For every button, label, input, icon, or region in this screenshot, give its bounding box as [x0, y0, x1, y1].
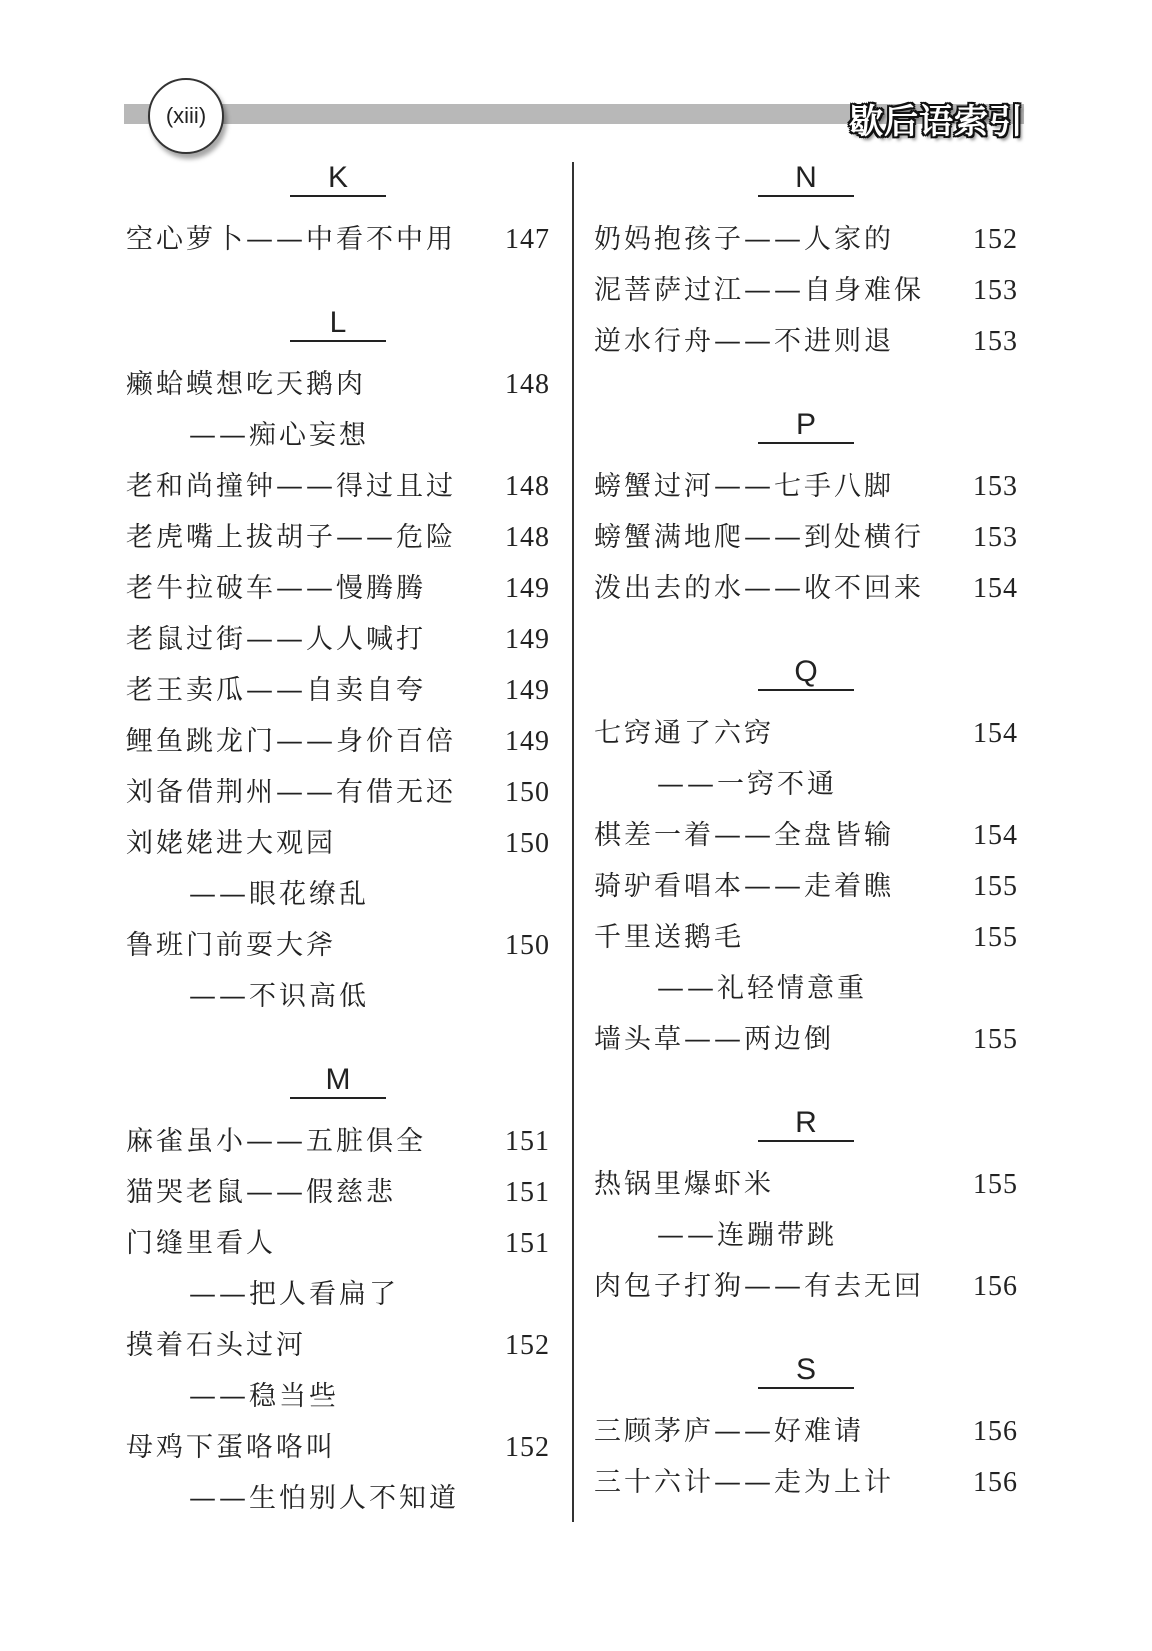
index-entry	[594, 912, 1018, 963]
entry-text: 母鸡下蛋咯咯叫	[126, 1432, 336, 1463]
entry-text: ——眼花缭乱	[189, 879, 369, 910]
entry-continuation	[594, 1210, 1018, 1261]
entry-continuation	[126, 1269, 550, 1320]
heading-underline	[758, 1140, 854, 1142]
index-entry	[594, 265, 1018, 316]
index-entry	[126, 767, 550, 818]
heading-letter: P	[795, 408, 816, 441]
entry-page-number: 152	[973, 224, 1018, 255]
entry-text: 老牛拉破车——慢腾腾	[126, 573, 426, 604]
entry-page-number: 148	[505, 522, 550, 553]
entry-page-number: 153	[973, 326, 1018, 357]
entry-page-number: 155	[973, 922, 1018, 953]
entry-page-number: 151	[505, 1228, 550, 1259]
index-entry	[126, 818, 550, 869]
index-entry	[126, 214, 550, 265]
heading-letter: S	[795, 1353, 816, 1386]
entry-page-number: 152	[505, 1330, 550, 1361]
entry-text: 鲁班门前耍大斧	[126, 930, 336, 961]
entry-text: 鲤鱼跳龙门——身价百倍	[126, 726, 456, 757]
entry-page-number: 149	[505, 726, 550, 757]
entry-page-number: 150	[505, 930, 550, 961]
index-entry	[594, 708, 1018, 759]
heading-letter: K	[327, 161, 348, 194]
entry-page-number: 151	[505, 1126, 550, 1157]
entry-text: 麻雀虽小——五脏俱全	[126, 1126, 426, 1157]
entry-page-number: 155	[973, 1024, 1018, 1055]
entry-page-number: 156	[973, 1271, 1018, 1302]
heading-letter: R	[795, 1106, 817, 1139]
index-entry	[594, 861, 1018, 912]
entry-page-number: 150	[505, 777, 550, 808]
section-title: 歇后语索引	[849, 102, 1024, 142]
entry-text: 骑驴看唱本——走着瞧	[594, 871, 894, 902]
entry-page-number: 156	[973, 1467, 1018, 1498]
index-entry	[126, 461, 550, 512]
letter-heading	[126, 265, 550, 359]
entry-text: ——不识高低	[189, 981, 369, 1012]
entry-text: 千里送鹅毛	[594, 922, 744, 953]
heading-underline	[758, 442, 854, 444]
entry-continuation	[594, 759, 1018, 810]
index-entry	[594, 214, 1018, 265]
entry-page-number: 155	[973, 871, 1018, 902]
entry-continuation	[126, 1473, 550, 1524]
entry-text: 泼出去的水——收不回来	[594, 573, 924, 604]
heading-letter: N	[795, 161, 817, 194]
heading-underline	[758, 689, 854, 691]
heading-letter: Q	[794, 655, 818, 688]
entry-page-number: 148	[505, 369, 550, 400]
entry-page-number: 149	[505, 624, 550, 655]
heading-underline	[758, 195, 854, 197]
entry-text: 热锅里爆虾米	[594, 1169, 774, 1200]
entry-text: 肉包子打狗——有去无回	[594, 1271, 924, 1302]
entry-page-number: 147	[505, 224, 550, 255]
letter-heading	[594, 120, 1018, 214]
heading-letter: M	[325, 1063, 351, 1096]
entry-continuation	[594, 963, 1018, 1014]
entry-page-number: 154	[973, 820, 1018, 851]
entry-text: ——连蹦带跳	[657, 1220, 837, 1251]
column-divider	[572, 162, 574, 1522]
index-entry	[594, 563, 1018, 614]
entry-text: 门缝里看人	[126, 1228, 276, 1259]
index-entry	[126, 359, 550, 410]
index-entry	[126, 1116, 550, 1167]
index-entry	[126, 1218, 550, 1269]
index-entry	[594, 512, 1018, 563]
entry-text: 癞蛤蟆想吃天鹅肉	[126, 369, 366, 400]
entry-text: 七窍通了六窍	[594, 718, 774, 749]
index-entry	[594, 1457, 1018, 1508]
entry-text: 老虎嘴上拔胡子——危险	[126, 522, 456, 553]
heading-underline	[758, 1387, 854, 1389]
entry-continuation	[126, 1371, 550, 1422]
entry-page-number: 152	[505, 1432, 550, 1463]
entry-page-number: 153	[973, 275, 1018, 306]
entry-page-number: 153	[973, 522, 1018, 553]
index-entry	[594, 316, 1018, 367]
left-column	[126, 120, 550, 1524]
entry-continuation	[126, 410, 550, 461]
entry-page-number: 155	[973, 1169, 1018, 1200]
heading-letter: L	[329, 306, 347, 339]
page-number: (xiii)	[165, 103, 207, 128]
entry-page-number: 151	[505, 1177, 550, 1208]
entry-text: 老鼠过街——人人喊打	[126, 624, 426, 655]
letter-heading	[594, 367, 1018, 461]
entry-text: 三顾茅庐——好难请	[594, 1416, 864, 1447]
entry-text: ——稳当些	[189, 1381, 339, 1412]
entry-text: 三十六计——走为上计	[594, 1467, 894, 1498]
entry-page-number: 149	[505, 675, 550, 706]
entry-text: 泥菩萨过江——自身难保	[594, 275, 924, 306]
entry-page-number: 150	[505, 828, 550, 859]
index-entry	[126, 1422, 550, 1473]
entry-page-number: 156	[973, 1416, 1018, 1447]
index-entry	[126, 665, 550, 716]
heading-underline	[290, 340, 386, 342]
entry-continuation	[126, 971, 550, 1022]
entry-text: 墙头草——两边倒	[594, 1024, 834, 1055]
entry-text: 空心萝卜——中看不中用	[126, 224, 456, 255]
entry-text: ——把人看扁了	[189, 1279, 399, 1310]
index-entry	[126, 563, 550, 614]
entry-text: 棋差一着——全盘皆输	[594, 820, 894, 851]
entry-text: 老和尚撞钟——得过且过	[126, 471, 456, 502]
entry-page-number: 148	[505, 471, 550, 502]
index-entry	[126, 920, 550, 971]
entry-page-number: 149	[505, 573, 550, 604]
entry-text: 刘姥姥进大观园	[126, 828, 336, 859]
entry-text: ——礼轻情意重	[657, 973, 867, 1004]
entry-text: 螃蟹满地爬——到处横行	[594, 522, 924, 553]
entry-page-number: 154	[973, 718, 1018, 749]
entry-page-number: 153	[973, 471, 1018, 502]
entry-text: 螃蟹过河——七手八脚	[594, 471, 894, 502]
entry-text: 摸着石头过河	[126, 1330, 306, 1361]
index-entry	[126, 716, 550, 767]
entry-text: 逆水行舟——不进则退	[594, 326, 894, 357]
index-entry	[594, 1261, 1018, 1312]
letter-heading	[594, 1065, 1018, 1159]
index-entry	[126, 512, 550, 563]
entry-continuation	[126, 869, 550, 920]
entry-text: ——一窍不通	[657, 769, 837, 800]
index-entry	[126, 614, 550, 665]
index-entry	[594, 1159, 1018, 1210]
entry-page-number: 154	[973, 573, 1018, 604]
index-entry	[594, 1014, 1018, 1065]
right-column	[594, 120, 1018, 1508]
letter-heading	[594, 1312, 1018, 1406]
letter-heading	[126, 1022, 550, 1116]
index-entry	[126, 1167, 550, 1218]
letter-heading	[126, 120, 550, 214]
index-entry	[594, 810, 1018, 861]
heading-underline	[290, 195, 386, 197]
index-entry	[594, 1406, 1018, 1457]
index-entry	[126, 1320, 550, 1371]
index-entry	[594, 461, 1018, 512]
letter-heading	[594, 614, 1018, 708]
entry-text: ——生怕别人不知道	[189, 1483, 459, 1514]
entry-text: 老王卖瓜——自卖自夸	[126, 675, 426, 706]
entry-text: 奶妈抱孩子——人家的	[594, 224, 894, 255]
heading-underline	[290, 1097, 386, 1099]
entry-text: 猫哭老鼠——假慈悲	[126, 1177, 396, 1208]
entry-text: ——痴心妄想	[189, 420, 369, 451]
entry-text: 刘备借荆州——有借无还	[126, 777, 456, 808]
